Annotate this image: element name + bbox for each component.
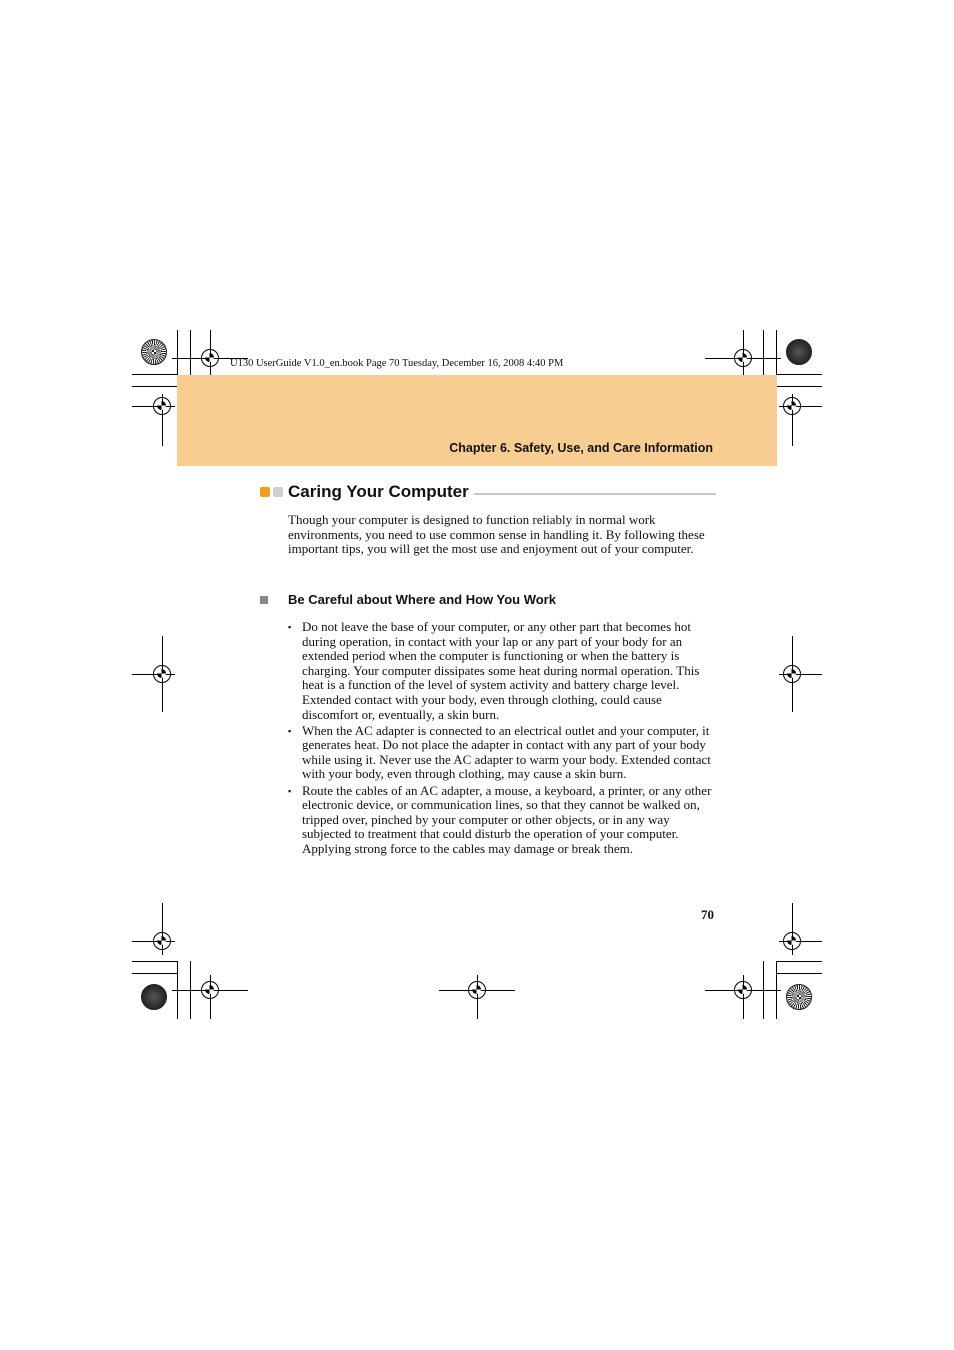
list-item-text: When the AC adapter is connected to an electrical outlet and your computer, it generates heat. Do not place the adapter in contact with any part of your body while using it. Never use the AC adapter to warm your body. Extended contact with your body, even through clothing, may cause a skin burn. — [302, 722, 711, 782]
crosshair-target-icon — [153, 665, 171, 683]
crop-mark — [190, 330, 191, 375]
registration-disc-icon — [141, 984, 167, 1010]
grey-square-icon — [273, 487, 283, 497]
bullet-icon: ▪ — [288, 785, 292, 796]
crosshair-target-icon — [783, 397, 801, 415]
crop-mark — [777, 386, 822, 387]
intro-paragraph: Though your computer is designed to function reliably in normal work environments, you need to use common sense in handling it. By following these important tips, you will get the most use and enjoyment out of your computer. — [288, 512, 705, 557]
list-item — [288, 724, 716, 782]
section-title: Caring Your Computer — [288, 482, 469, 501]
list-item-text: Do not leave the base of your computer, or any other part that becomes hot during operation, in contact with your lap or any part of your body for an extended period when the computer is functioning or when the battery is charging. Your computer dissipates some heat during normal operation. This heat is a function of the level of system activity and battery charge level. Extended contact with your body, even through clothing, could cause discomfort or, eventually, a skin burn. — [302, 619, 700, 722]
square-bullet-icon — [260, 596, 268, 604]
list-item — [288, 620, 716, 722]
crop-mark — [777, 973, 822, 974]
crop-mark — [132, 961, 177, 962]
orange-square-icon — [260, 487, 270, 497]
crosshair-target-icon — [153, 397, 171, 415]
crosshair-target-icon — [734, 981, 752, 999]
crosshair-target-icon — [783, 665, 801, 683]
list-item — [288, 784, 716, 857]
crop-mark — [763, 330, 764, 375]
crosshair-target-icon — [734, 349, 752, 367]
crop-mark — [132, 973, 177, 974]
chapter-title: Chapter 6. Safety, Use, and Care Information — [449, 441, 713, 455]
crosshair-target-icon — [783, 932, 801, 950]
crop-mark — [776, 330, 777, 375]
registration-disc-icon — [786, 984, 812, 1010]
crop-mark — [777, 961, 822, 962]
bullet-icon: ▪ — [288, 622, 292, 632]
registration-disc-icon — [786, 339, 812, 365]
registration-disc-icon — [141, 339, 167, 365]
section-heading — [260, 481, 716, 503]
subsection-title: Be Careful about Where and How You Work — [288, 592, 556, 607]
print-slug: U130 UserGuide V1.0_en.book Page 70 Tuesday, December 16, 2008 4:40 PM — [230, 358, 564, 369]
heading-rule — [474, 493, 716, 495]
crosshair-target-icon — [201, 349, 219, 367]
bullet-icon: ▪ — [288, 725, 292, 736]
crosshair-target-icon — [153, 932, 171, 950]
list-item-text: Route the cables of an AC adapter, a mouse, a keyboard, a printer, or any other electronic device, or communication lines, so that they cannot be walked on, tripped over, pinched by your computer or other objects, or in any way subjected to treatment that could disturb the operation of your computer. Applying strong force to the cables may damage or break them. — [302, 782, 712, 856]
crop-mark — [132, 386, 177, 387]
crosshair-target-icon — [468, 981, 486, 999]
page-number: 70 — [701, 907, 714, 922]
tips-list — [288, 620, 716, 858]
subsection-heading — [260, 592, 556, 607]
crop-mark — [777, 374, 822, 375]
crop-mark — [132, 374, 177, 375]
crosshair-target-icon — [201, 981, 219, 999]
crop-mark — [177, 330, 178, 375]
